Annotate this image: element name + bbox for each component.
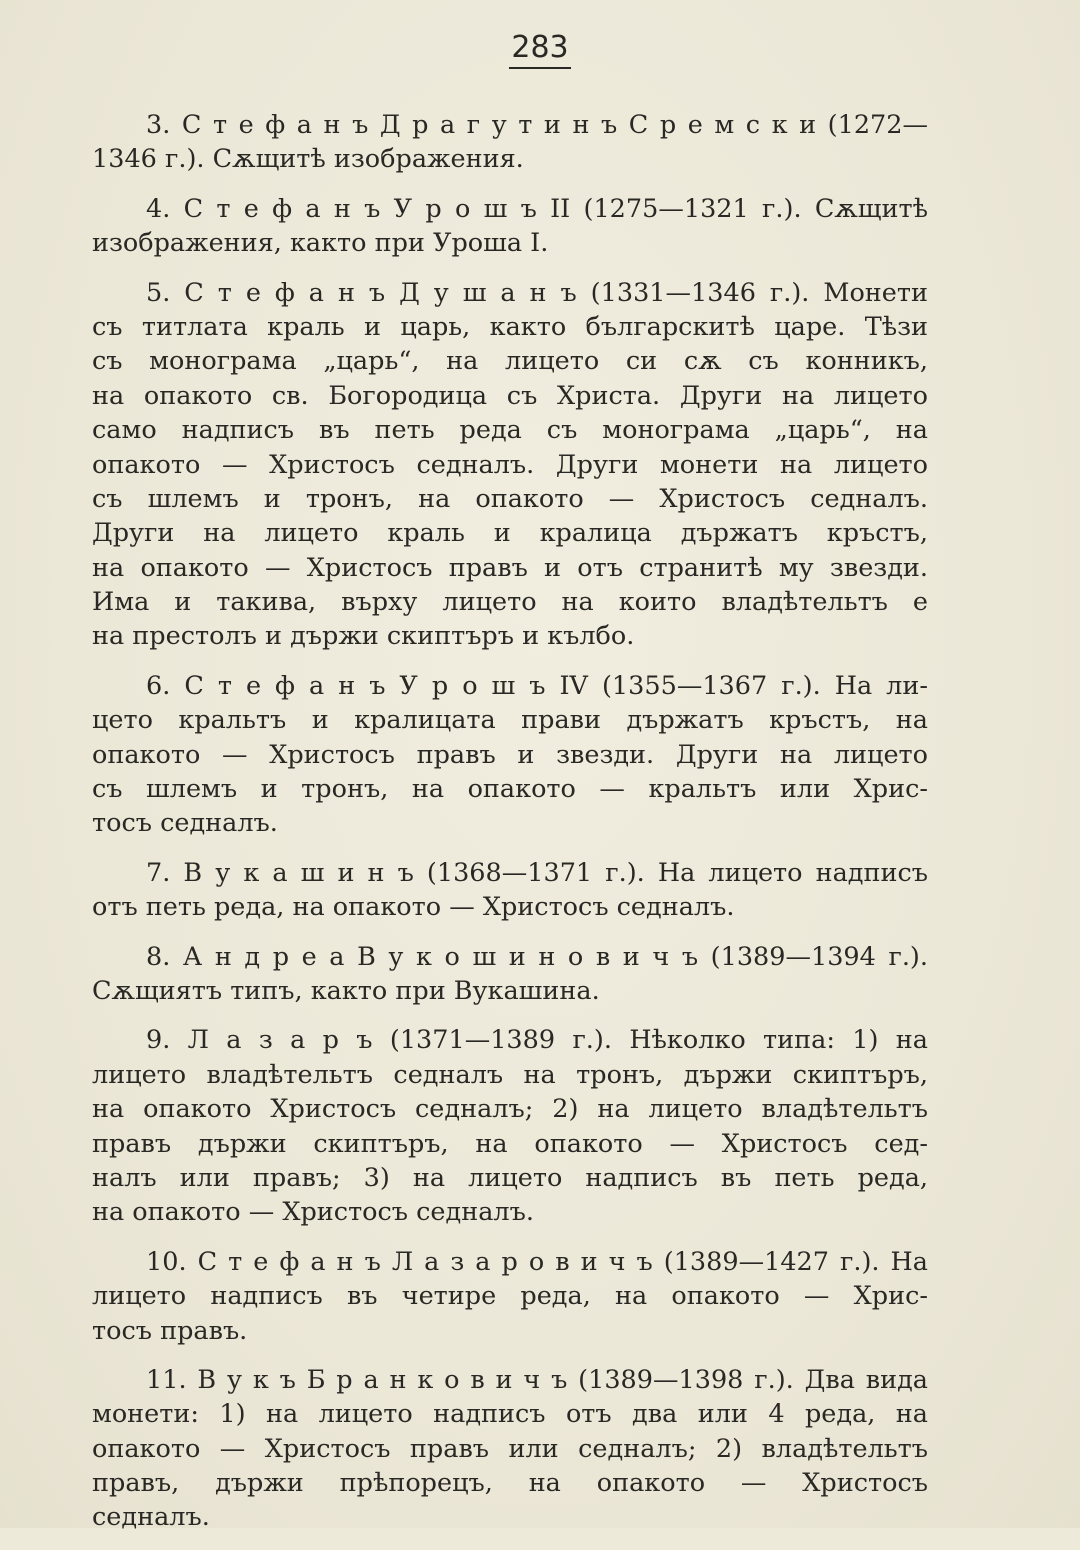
- text-line: 9. Л а з а р ъ (1371—1389 г.). Нѣколко типа: 1) на: [146, 1025, 928, 1056]
- entry-10: [92, 1245, 928, 1348]
- entry-4: [92, 192, 928, 261]
- entry-11: [92, 1363, 928, 1535]
- text-line: 11. В у к ъ Б р а н к о в и ч ъ (1389—1398 г.). Два вида: [146, 1364, 928, 1395]
- text-line: тосъ седналъ.: [92, 808, 278, 839]
- text-line: Други на лицето краль и кралица държатъ кръстъ,: [92, 518, 928, 549]
- text-line: на престолъ и държи скиптъръ и кълбо.: [92, 621, 635, 652]
- page-number-text: 283: [509, 30, 570, 69]
- text-line: 3. С т е ф а н ъ Д р а г у т и н ъ С р е м с к и (1272—: [146, 110, 928, 140]
- text-line: опакото — Христосъ седналъ. Други монети на лицето: [92, 449, 928, 480]
- text-line: монети: 1) на лицето надписъ отъ два или 4 реда, на: [92, 1399, 928, 1430]
- entry-9: [92, 1023, 928, 1229]
- text-line: 5. С т е ф а н ъ Д у ш а н ъ (1331—1346 г.). Монети: [146, 277, 928, 308]
- text-line: съ шлемъ и тронъ, на опакото — кральтъ или Хрис-: [92, 774, 928, 805]
- text-line: на опакото — Христосъ седналъ.: [92, 1197, 534, 1228]
- text-line: 8. А н д р е а В у к о ш и н о в и ч ъ (1389—1394 г.).: [146, 941, 928, 972]
- text-line: Има и такива, върху лицето на които владѣтельтъ е: [92, 587, 928, 618]
- entry-7: [92, 856, 928, 925]
- entry-8: [92, 940, 928, 1009]
- text-line: 7. В у к а ш и н ъ (1368—1371 г.). На лицето надписъ: [146, 857, 928, 888]
- text-line: опакото — Христосъ правъ и звезди. Други на лицето: [92, 739, 928, 770]
- text-line: съ шлемъ и тронъ, на опакото — Христосъ седналъ.: [92, 483, 928, 514]
- text-line: лицето надписъ въ четире реда, на опакото — Хрис-: [92, 1281, 928, 1312]
- entry-3: [92, 108, 928, 177]
- text-line: 10. С т е ф а н ъ Л а з а р о в и ч ъ (1389—1427 г.). На: [146, 1246, 928, 1277]
- page-number: [0, 30, 1080, 69]
- text-line: лицето владѣтельтъ седналъ на тронъ, държи скиптъръ,: [92, 1059, 928, 1090]
- text-line: Сѫщиятъ типъ, както при Вукашина.: [92, 975, 600, 1006]
- text-line: на опакото св. Богородица съ Христа. Други на лицето: [92, 380, 928, 411]
- entry-6: [92, 669, 928, 841]
- page-body: [92, 108, 928, 1550]
- text-line: само надписъ въ петь реда съ монограма „царь“, на: [92, 415, 928, 446]
- text-line: отъ петь реда, на опакото — Христосъ седналъ.: [92, 892, 735, 923]
- text-line: седналъ.: [92, 1502, 210, 1533]
- text-line: изображения, както при Уроша I.: [92, 228, 549, 259]
- text-line: правъ, държи прѣпорецъ, на опакото — Христосъ: [92, 1468, 928, 1499]
- text-line: цето кральтъ и кралицата прави държатъ кръстъ, на: [92, 705, 928, 736]
- text-line: на опакото Христосъ седналъ; 2) на лицето владѣтельтъ: [92, 1094, 928, 1125]
- text-line: 1346 г.). Сѫщитѣ изображения.: [92, 144, 524, 175]
- text-line: 6. С т е ф а н ъ У р о ш ъ IV (1355—1367 г.). На ли-: [146, 670, 928, 701]
- text-line: на опакото — Христосъ правъ и отъ странитѣ му звезди.: [92, 552, 928, 583]
- text-line: опакото — Христосъ правъ или седналъ; 2) владѣтельтъ: [92, 1433, 928, 1464]
- entry-5: [92, 276, 928, 654]
- text-line: налъ или правъ; 3) на лицето надписъ въ петь реда,: [92, 1162, 928, 1193]
- text-line: съ монограма „царь“, на лицето си сѫ съ конникъ,: [92, 346, 928, 377]
- text-line: 4. С т е ф а н ъ У р о ш ъ II (1275—1321 г.). Сѫщитѣ: [146, 193, 928, 224]
- text-line: съ титлата краль и царь, както българскитѣ царе. Тѣзи: [92, 311, 928, 342]
- text-line: правъ държи скиптъръ, на опакото — Христосъ сед-: [92, 1128, 928, 1159]
- text-line: тосъ правъ.: [92, 1315, 248, 1346]
